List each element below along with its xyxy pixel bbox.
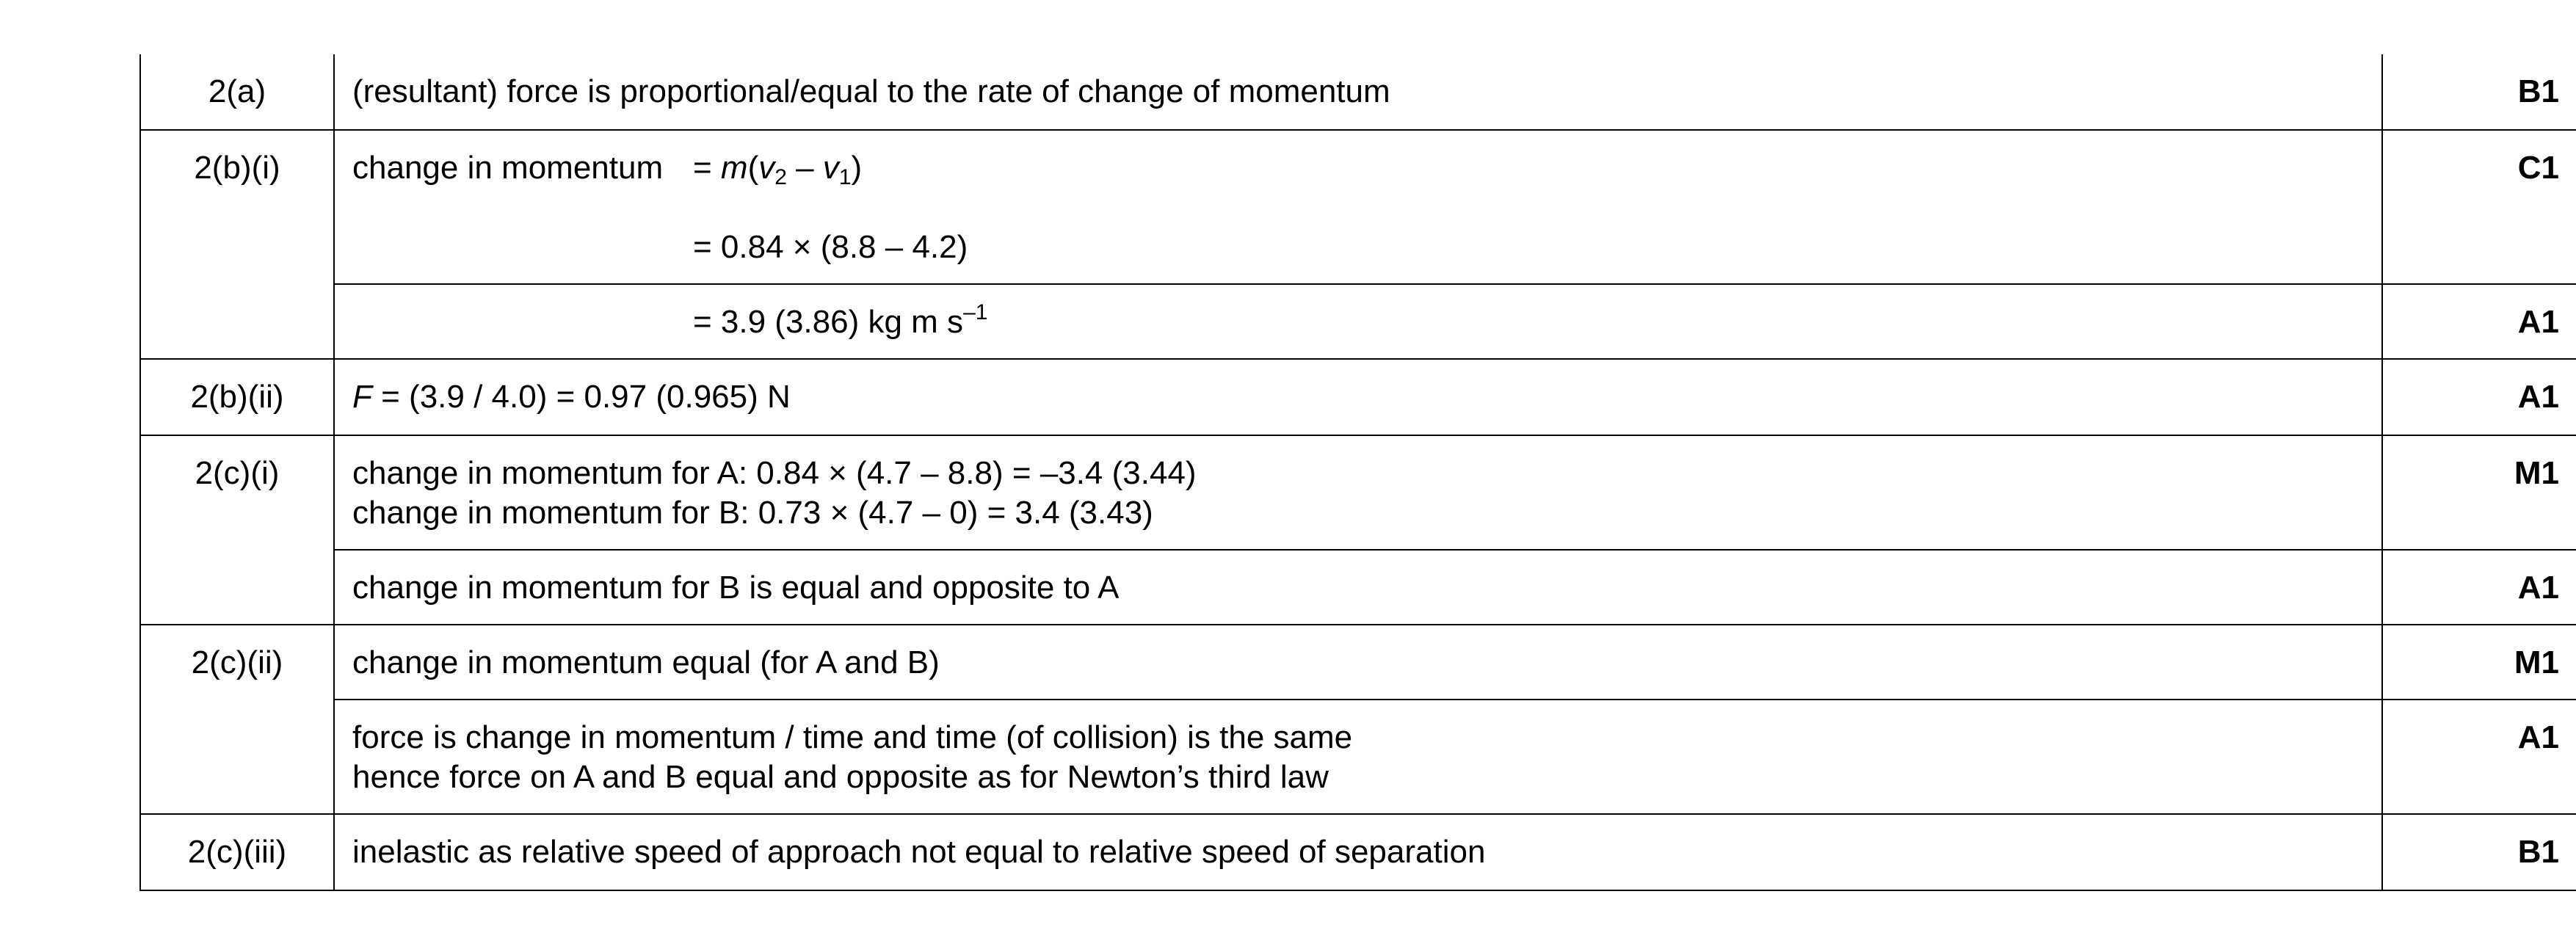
answer-line: (resultant) force is proportional/equal to the rate of change of momentum	[352, 73, 1390, 109]
symbol-velocity: v	[822, 150, 839, 186]
equation-label: change in momentum	[352, 150, 664, 186]
mark-code: C1	[2382, 130, 2576, 284]
equation-part: –	[786, 150, 823, 186]
answer-text	[334, 625, 2382, 700]
equation-part: )	[851, 150, 863, 186]
answer-text	[334, 814, 2382, 890]
table-row	[140, 359, 2576, 435]
mark-code: A1	[2382, 700, 2576, 814]
answer-text	[334, 130, 2382, 284]
table-row	[140, 814, 2576, 890]
answer-line	[352, 302, 2381, 342]
table-row	[140, 54, 2576, 130]
question-number: 2(c)(ii)	[140, 625, 334, 814]
table-row	[140, 625, 2576, 700]
answer-text	[334, 435, 2382, 550]
symbol-mass: m	[720, 150, 748, 186]
mark-code: B1	[2382, 54, 2576, 130]
question-number: 2(c)(i)	[140, 435, 334, 625]
superscript: –1	[963, 300, 988, 324]
mark-code: A1	[2382, 550, 2576, 625]
mark-code: A1	[2382, 359, 2576, 435]
subscript: 1	[838, 165, 852, 189]
answer-text	[334, 284, 2382, 359]
answer-line: change in momentum equal (for A and B)	[352, 644, 940, 680]
mark-code: M1	[2382, 625, 2576, 700]
answer-line: change in momentum for B is equal and opposite to A	[352, 570, 1120, 606]
answer-line: = 0.84 × (8.8 – 4.2)	[693, 229, 968, 265]
answer-text	[334, 54, 2382, 130]
equation-part: = (3.9 / 4.0) = 0.97 (0.965) N	[371, 379, 791, 415]
answer-text	[334, 700, 2382, 814]
equation-part: =	[693, 150, 721, 186]
answer-text	[334, 359, 2382, 435]
symbol-velocity: v	[758, 150, 775, 186]
table-row	[140, 550, 2576, 625]
answer-line: force is change in momentum / time and time (of collision) is the same	[352, 719, 1353, 755]
table-row	[140, 284, 2576, 359]
subscript: 2	[774, 165, 787, 189]
answer-text	[334, 550, 2382, 625]
mark-code: A1	[2382, 284, 2576, 359]
answer-line	[352, 148, 2381, 188]
mark-scheme-table	[139, 54, 2576, 891]
answer-line: inelastic as relative speed of approach not equal to relative speed of separation	[352, 834, 1486, 870]
mark-code: M1	[2382, 435, 2576, 550]
question-number: 2(a)	[140, 54, 334, 130]
table-row	[140, 435, 2576, 550]
table-row	[140, 130, 2576, 284]
question-number: 2(b)(i)	[140, 130, 334, 359]
symbol-force: F	[352, 379, 372, 415]
answer-line	[352, 377, 2381, 417]
question-number: 2(c)(iii)	[140, 814, 334, 890]
mark-code: B1	[2382, 814, 2576, 890]
answer-line: change in momentum for B: 0.73 × (4.7 – 0) = 3.4 (3.43)	[352, 495, 1153, 531]
question-number: 2(b)(ii)	[140, 359, 334, 435]
answer-line: hence force on A and B equal and opposite as for Newton’s third law	[352, 759, 1329, 795]
table-row	[140, 700, 2576, 814]
equation-part: = 3.9 (3.86) kg m s	[693, 304, 964, 340]
answer-line: change in momentum for A: 0.84 × (4.7 – 8.8) = –3.4 (3.44)	[352, 455, 1197, 491]
equation-part: (	[747, 150, 759, 186]
